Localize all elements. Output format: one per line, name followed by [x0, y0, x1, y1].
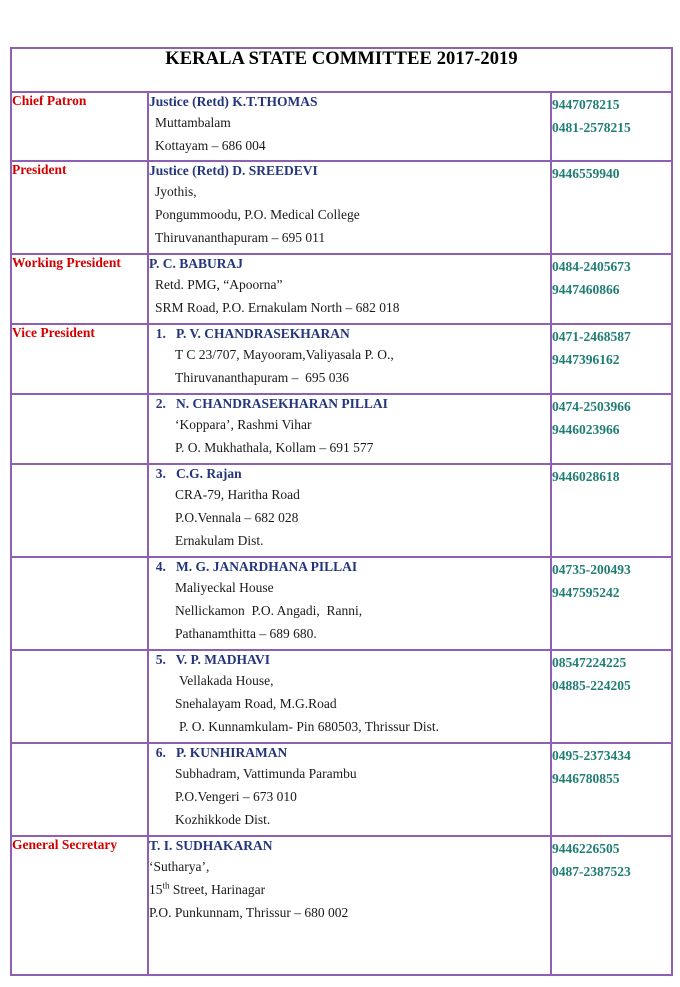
phone-number: 0474-2503966 — [552, 399, 631, 414]
member-number: 1. — [155, 326, 166, 341]
phone-number: 9447396162 — [552, 352, 620, 367]
address-line: T C 23/707, Mayooram,Valiyasala P. O., — [175, 347, 394, 362]
member-info — [148, 394, 551, 464]
phone-cell — [551, 743, 672, 836]
phone-cell — [551, 650, 672, 743]
address-line: Pathanamthitta – 689 680. — [175, 626, 317, 641]
member-number: 6. — [155, 745, 166, 760]
member-number: 3. — [155, 466, 166, 481]
phone-number: 9447078215 — [552, 97, 620, 112]
phone-number: 9447460866 — [552, 282, 620, 297]
phone-number: 04735-200493 — [552, 562, 631, 577]
address-line: 15th Street, Harinagar — [149, 880, 266, 897]
member-info — [148, 161, 551, 254]
committee-table — [10, 47, 673, 976]
member-name: P. C. BABURAJ — [149, 256, 244, 271]
phone-number: 9446226505 — [552, 841, 620, 856]
address-line: ‘Sutharya’, — [149, 859, 210, 874]
address-line: Muttambalam — [155, 115, 231, 130]
address-line: P. O. Kunnamkulam- Pin 680503, Thrissur Dist. — [179, 719, 440, 734]
member-name: 4. M. G. JANARDHANA PILLAI — [155, 559, 358, 574]
table-row — [11, 743, 672, 836]
role-empty — [11, 464, 148, 557]
phone-number: 0481-2578215 — [552, 120, 631, 135]
address-line: CRA-79, Haritha Road — [175, 487, 300, 502]
phone-number: 9446559940 — [552, 166, 620, 181]
member-info — [148, 464, 551, 557]
phone-cell — [551, 254, 672, 324]
table-row — [11, 464, 672, 557]
role-empty — [11, 557, 148, 650]
title-row — [11, 48, 672, 92]
phone-number: 0495-2373434 — [552, 748, 631, 763]
phone-cell — [551, 324, 672, 394]
phone-cell — [551, 394, 672, 464]
address-line: P. O. Mukhathala, Kollam – 691 577 — [175, 440, 374, 455]
table-row — [11, 836, 672, 975]
member-info — [148, 92, 551, 161]
member-name: Justice (Retd) D. SREEDEVI — [149, 163, 318, 178]
address-line: SRM Road, P.O. Ernakulam North – 682 018 — [155, 300, 400, 315]
role-general-secretary: General Secretary — [11, 836, 148, 975]
table-row — [11, 254, 672, 324]
phone-number: 9446023966 — [552, 422, 620, 437]
member-info — [148, 836, 551, 975]
member-number: 4. — [155, 559, 166, 574]
address-line: P.O.Vennala – 682 028 — [175, 510, 299, 525]
table-row — [11, 394, 672, 464]
phone-number: 08547224225 — [552, 655, 627, 670]
address-line: Subhadram, Vattimunda Parambu — [175, 766, 357, 781]
member-name: 6. P. KUNHIRAMAN — [155, 745, 288, 760]
address-line: Vellakada House, — [179, 673, 274, 688]
phone-number: 9446780855 — [552, 771, 620, 786]
phone-cell — [551, 557, 672, 650]
member-info — [148, 743, 551, 836]
address-line: Snehalayam Road, M.G.Road — [175, 696, 337, 711]
address-line: Jyothis, — [155, 184, 197, 199]
member-name: Justice (Retd) K.T.THOMAS — [149, 94, 318, 109]
member-name: T. I. SUDHAKARAN — [149, 838, 273, 853]
member-name: 2. N. CHANDRASEKHARAN PILLAI — [155, 396, 388, 411]
table-row — [11, 557, 672, 650]
address-line: Thiruvananthapuram – 695 011 — [155, 230, 326, 245]
address-line: P.O.Vengeri – 673 010 — [175, 789, 297, 804]
member-name: 5. V. P. MADHAVI — [155, 652, 271, 667]
phone-number: 0471-2468587 — [552, 329, 631, 344]
role-empty — [11, 650, 148, 743]
member-info — [148, 650, 551, 743]
phone-number: 0487-2387523 — [552, 864, 631, 879]
member-number: 5. — [155, 652, 166, 667]
address-line: ‘Koppara’, Rashmi Vihar — [175, 417, 312, 432]
table-row — [11, 92, 672, 161]
table-row — [11, 650, 672, 743]
role-working-president: Working President — [11, 254, 148, 324]
role-empty — [11, 743, 148, 836]
phone-number: 04885-224205 — [552, 678, 631, 693]
phone-cell — [551, 464, 672, 557]
address-line: Ernakulam Dist. — [175, 533, 264, 548]
phone-number: 9447595242 — [552, 585, 620, 600]
address-line: Pongummoodu, P.O. Medical College — [155, 207, 360, 222]
member-number: 2. — [155, 396, 166, 411]
address-line: Retd. PMG, “Apoorna” — [155, 277, 283, 292]
member-info — [148, 254, 551, 324]
page-title: KERALA STATE COMMITTEE 2017-2019 — [11, 48, 672, 92]
member-info — [148, 557, 551, 650]
phone-cell — [551, 161, 672, 254]
phone-number: 9446028618 — [552, 469, 620, 484]
address-line: Kozhikkode Dist. — [175, 812, 271, 827]
address-line: Maliyeckal House — [175, 580, 274, 595]
table-row — [11, 161, 672, 254]
role-chief-patron: Chief Patron — [11, 92, 148, 161]
member-name: 1. P. V. CHANDRASEKHARAN — [155, 326, 350, 341]
member-info — [148, 324, 551, 394]
table-row — [11, 324, 672, 394]
role-vice-president: Vice President — [11, 324, 148, 394]
committee-document — [10, 47, 673, 976]
phone-cell — [551, 92, 672, 161]
phone-cell — [551, 836, 672, 975]
phone-number: 0484-2405673 — [552, 259, 631, 274]
address-line: Kottayam – 686 004 — [155, 138, 266, 153]
member-name: 3. C.G. Rajan — [155, 466, 242, 481]
address-line: Nellickamon P.O. Angadi, Ranni, — [175, 603, 363, 618]
address-line: P.O. Punkunnam, Thrissur – 680 002 — [149, 905, 349, 920]
role-president: President — [11, 161, 148, 254]
address-line: Thiruvananthapuram – 695 036 — [175, 370, 349, 385]
role-empty — [11, 394, 148, 464]
